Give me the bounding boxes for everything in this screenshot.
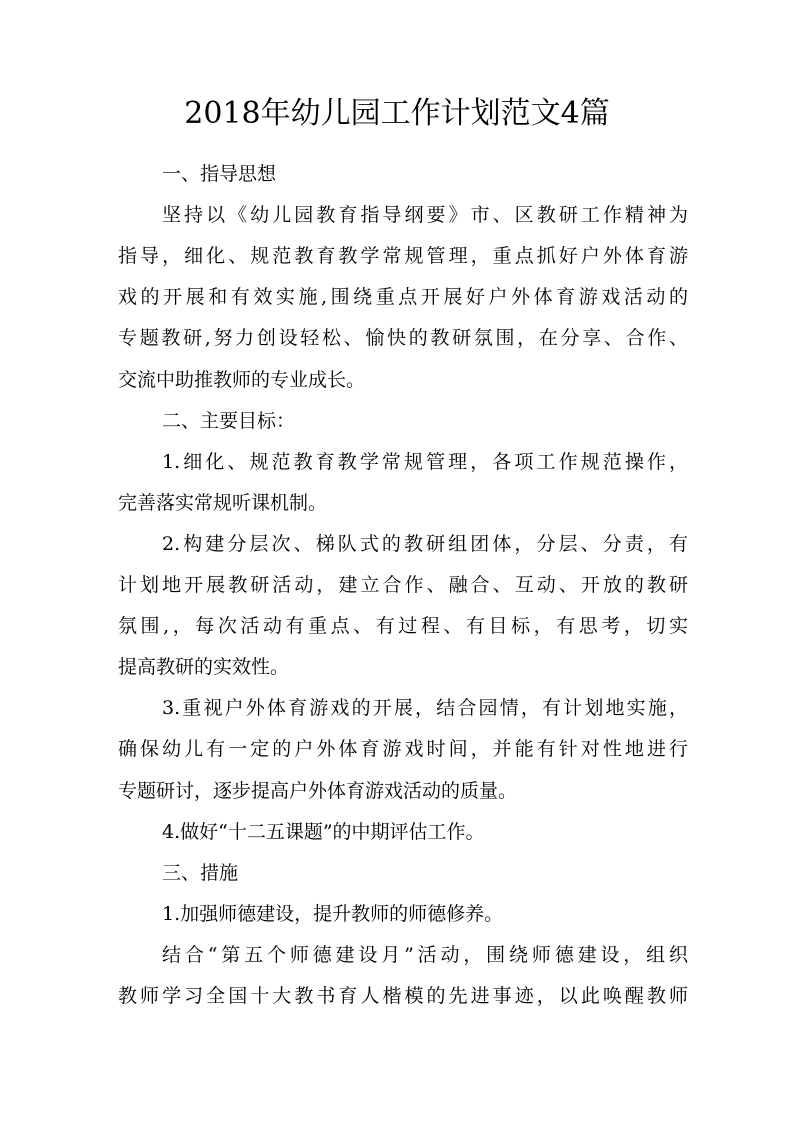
text-line: 3.重视户外体育游戏的开展，结合园情，有计划地实施， xyxy=(162,697,688,719)
text-line: 戏的开展和有效实施,围绕重点开展好户外体育游戏活动的 xyxy=(118,286,688,308)
text-line: 1.细化、规范教育教学常规管理，各项工作规范操作， xyxy=(162,451,688,473)
text-line: 专题研讨，逐步提高户外体育游戏活动的质量。 xyxy=(118,780,518,802)
text-line: 提高教研的实效性。 xyxy=(118,656,290,678)
text-line: 确保幼儿有一定的户外体育游戏时间，并能有针对性地进行 xyxy=(118,738,688,760)
text-line: 教师学习全国十大教书育人楷模的先进事迹，以此唤醒教师 xyxy=(118,985,688,1007)
text-line: 一、指导思想 xyxy=(162,163,277,185)
text-line: 4.做好“十二五课题”的中期评估工作。 xyxy=(162,821,485,843)
text-line: 二、主要目标： xyxy=(162,410,296,432)
document-title: 2018年幼儿园工作计划范文4篇 xyxy=(184,96,610,131)
text-line: 专题教研,努力创设轻松、愉快的教研氛围，在分享、合作、 xyxy=(118,327,688,349)
text-line: 结合“第五个师德建设月”活动，围绕师德建设，组织 xyxy=(162,944,688,966)
text-line: 计划地开展教研活动，建立合作、融合、互动、开放的教研 xyxy=(118,574,688,596)
text-line: 指导，细化、规范教育教学常规管理，重点抓好户外体育游 xyxy=(118,245,688,267)
text-line: 完善落实常规听课机制。 xyxy=(118,492,328,514)
text-line: 2.构建分层次、梯队式的教研组团体，分层、分责，有 xyxy=(162,533,688,555)
text-line: 氛围,，每次活动有重点、有过程、有目标，有思考，切实 xyxy=(118,615,688,637)
text-line: 1.加强师德建设，提升教师的师德修养。 xyxy=(162,903,504,925)
text-line: 交流中助推教师的专业成长。 xyxy=(118,369,366,391)
text-line: 三、措施 xyxy=(162,862,239,884)
text-line: 坚持以《幼儿园教育指导纲要》市、区教研工作精神为 xyxy=(162,204,688,226)
